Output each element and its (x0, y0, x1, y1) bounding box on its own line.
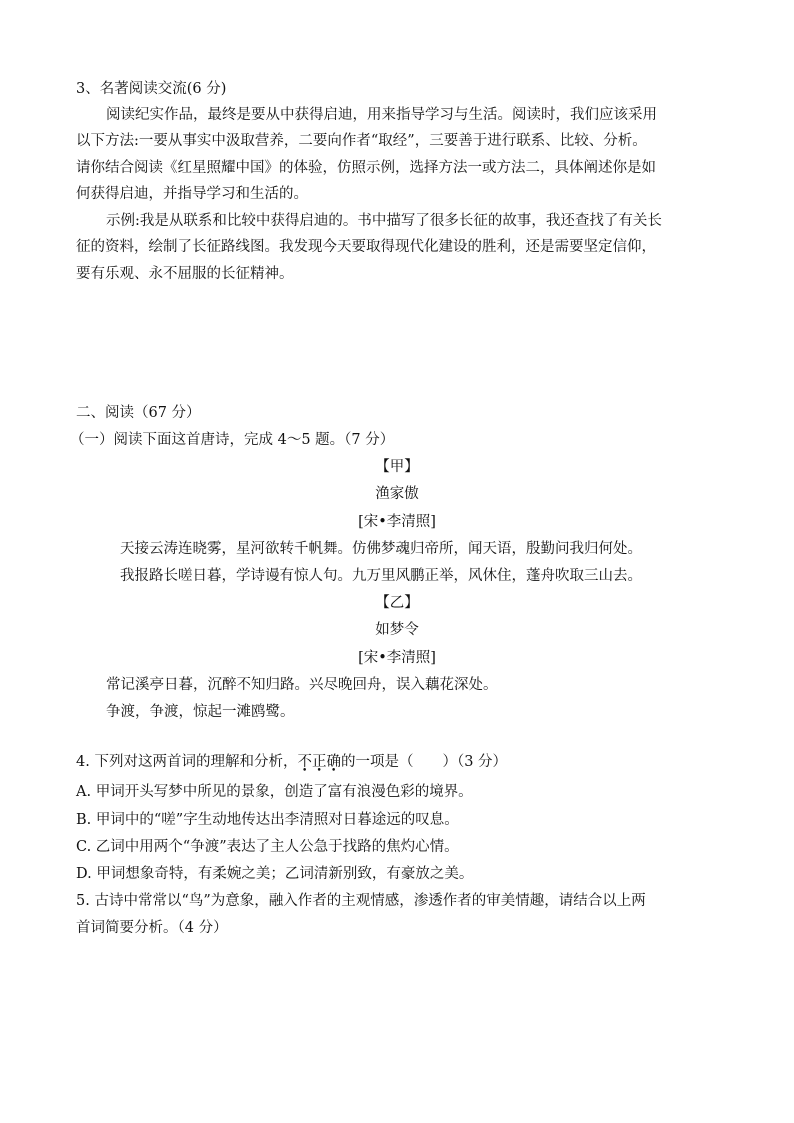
poem-a-line: 天接云涛连晓雾，星河欲转千帆舞。仿佛梦魂归帝所，闻天语，殷勤问我归何处。 (120, 541, 642, 557)
q3-para-line: 何获得启迪，并指导学习和生活的。 (76, 186, 308, 202)
poem-a-marker: 【甲】 (375, 459, 419, 475)
poem-a-author: [宋•李清照] (358, 514, 436, 530)
poem-b-author: [宋•李清照] (358, 650, 436, 666)
q4-option-c: C. 乙词中用两个“争渡”表达了主人公急于找路的焦灼心情。 (76, 839, 459, 855)
poem-b-title: 如梦令 (375, 622, 419, 638)
section-title: 二、阅读（67 分） (76, 405, 201, 421)
q3-example-line: 要有乐观、永不屈服的长征精神。 (76, 266, 294, 282)
q3-para-line: 以下方法:一要从事实中汲取营养，二要向作者“取经”，三要善于进行联系、比较、分析。 (76, 133, 647, 149)
q5-stem-line: 首词简要分析。（4 分） (76, 920, 228, 936)
q3-example-line: 示例:我是从联系和比较中获得启迪的。书中描写了很多长征的故事，我还查找了有关长 (106, 213, 662, 229)
q4-stem-suffix: 的一项是（ ）（3 分） (340, 754, 508, 770)
q5-stem-line: 5. 古诗中常常以“鸟”为意象，融入作者的主观情感，渗透作者的审美情趣，请结合以上两 (76, 893, 646, 909)
poem-b-marker: 【乙】 (375, 595, 419, 611)
subsection-title: （一）阅读下面这首唐诗，完成 4～5 题。（7 分） (70, 432, 395, 448)
q4-option-a: A. 甲词开头写梦中所见的景象，创造了富有浪漫色彩的境界。 (76, 784, 473, 800)
poem-b-line: 争渡，争渡，惊起一滩鸥鹭。 (106, 704, 295, 720)
q4-option-d: D. 甲词想象奇特，有柔婉之美；乙词清新别致，有豪放之美。 (76, 866, 474, 882)
q4-emphasis-char: 不 (297, 754, 312, 770)
q4-emphasis-char: 正 (311, 754, 327, 770)
poem-a-line: 我报路长嗟日暮，学诗谩有惊人句。九万里风鹏正举，风休住，蓬舟吹取三山去。 (120, 568, 642, 584)
q3-para-line: 阅读纪实作品，最终是要从中获得启迪，用来指导学习与生活。阅读时，我们应该采用 (106, 107, 657, 123)
poem-b-line: 常记溪亭日暮，沉醉不知归路。兴尽晚回舟，误入藕花深处。 (106, 677, 498, 693)
q3-title: 3、名著阅读交流(6 分) (76, 81, 227, 97)
q4-stem-prefix: 4. 下列对这两首词的理解和分析， (76, 754, 298, 770)
q3-example-line: 征的资料，绘制了长征路线图。我发现今天要取得现代化建设的胜利，还是需要坚定信仰， (76, 239, 656, 255)
q3-para-line: 请你结合阅读《红星照耀中国》的体验，仿照示例，选择方法一或方法二，具体阐述你是如 (76, 160, 656, 176)
poem-a-title: 渔家傲 (375, 486, 419, 502)
q4-stem (76, 752, 507, 772)
q4-option-b: B. 甲词中的“嗟”字生动地传达出李清照对日暮途远的叹息。 (76, 812, 459, 828)
q4-emphasis-char: 确 (326, 754, 341, 770)
